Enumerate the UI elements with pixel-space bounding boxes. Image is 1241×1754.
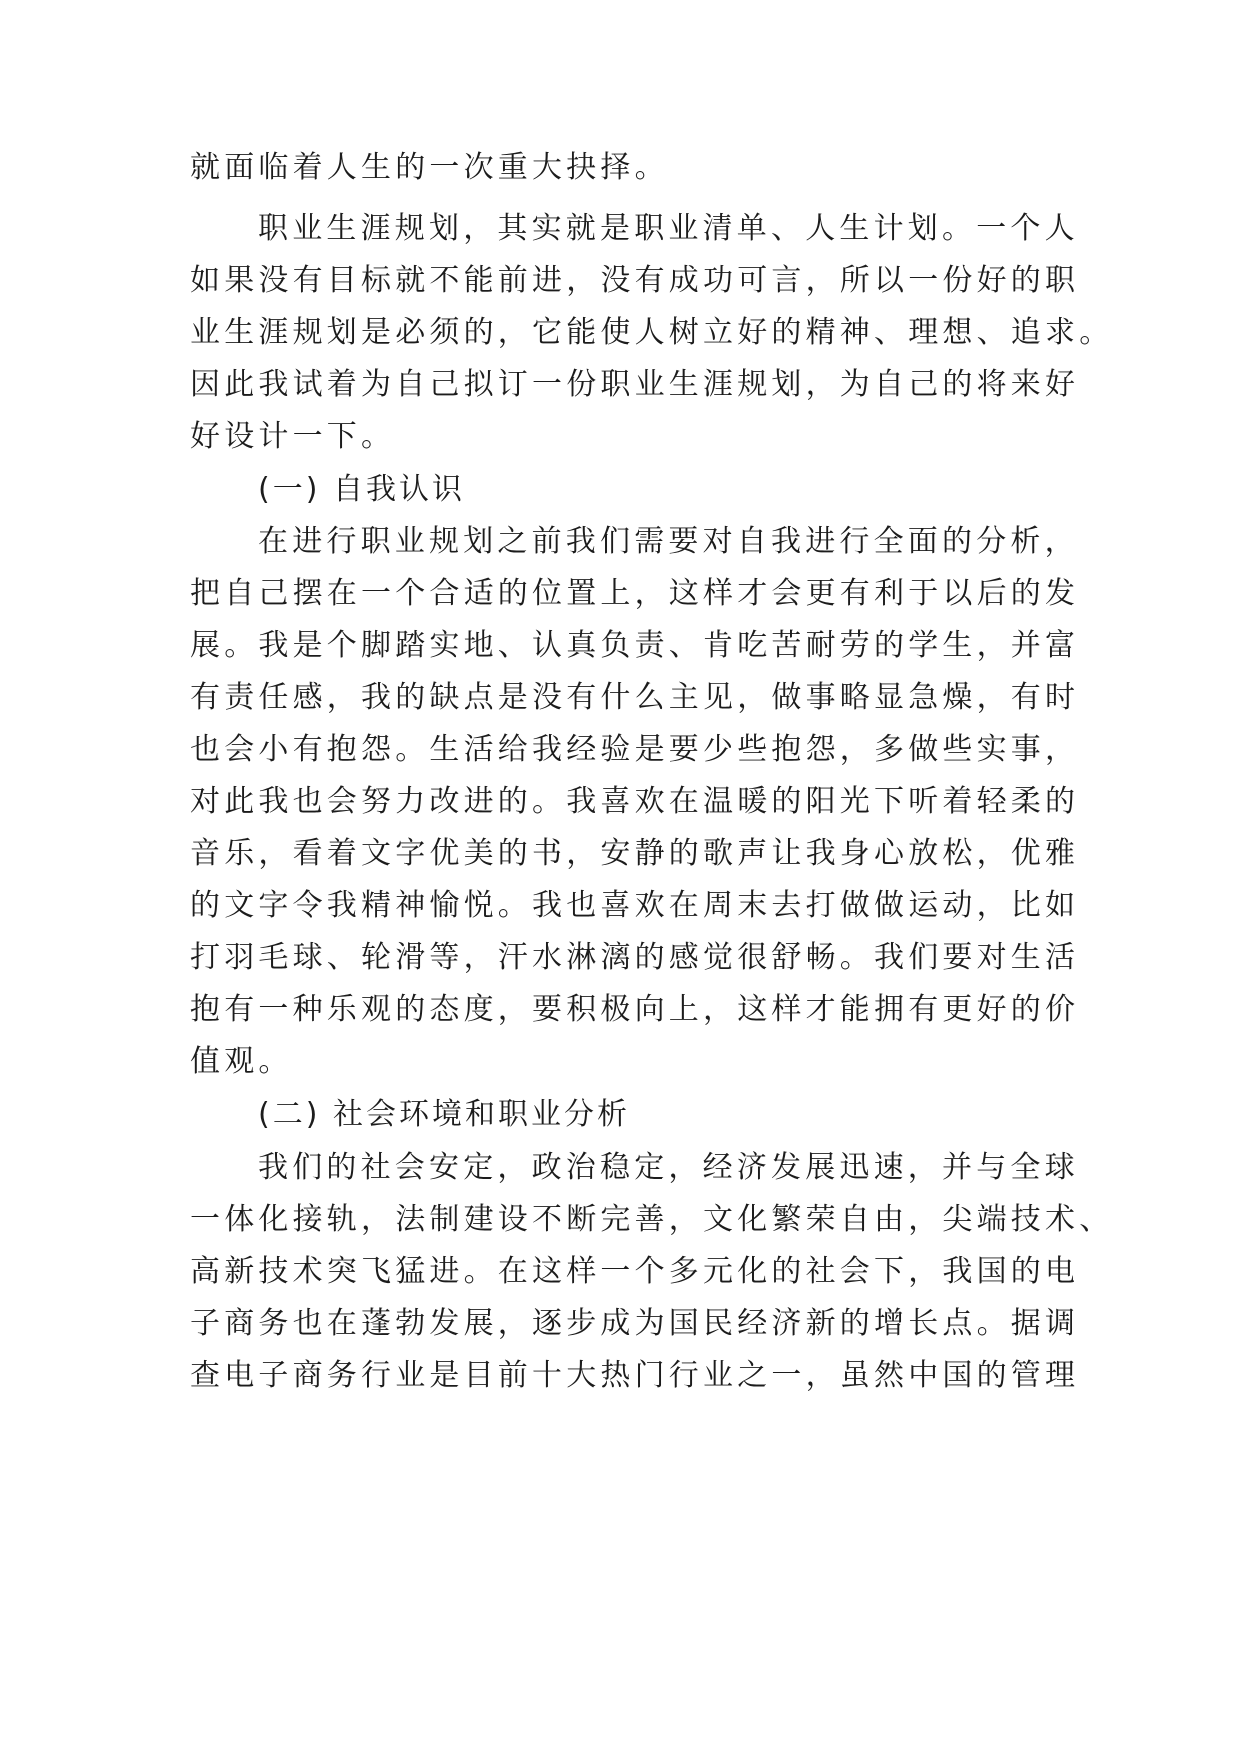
paragraph-line: 因此我试着为自己拟订一份职业生涯规划，为自己的将来好 <box>190 367 1080 402</box>
paragraph-line: 子商务也在蓬勃发展，逐步成为国民经济新的增长点。据调 <box>190 1306 1080 1341</box>
paragraph-line: 对此我也会努力改进的。我喜欢在温暖的阳光下听着轻柔的 <box>190 784 1080 819</box>
paragraph-line: 一体化接轨，法制建设不断完善，文化繁荣自由，尖端技术、 <box>190 1202 1114 1237</box>
paragraph-line: 就面临着人生的一次重大抉择。 <box>190 150 669 185</box>
section-heading: (二) 社会环境和职业分析 <box>258 1097 630 1132</box>
paragraph-line: 打羽毛球、轮滑等，汗水淋漓的感觉很舒畅。我们要对生活 <box>190 940 1080 975</box>
paragraph-line: 展。我是个脚踏实地、认真负责、肯吃苦耐劳的学生，并富 <box>190 628 1080 663</box>
paragraph-line: 好设计一下。 <box>190 419 396 454</box>
paragraph-line: 有责任感，我的缺点是没有什么主见，做事略显急燥，有时 <box>190 680 1080 715</box>
paragraph-line: 职业生涯规划，其实就是职业清单、人生计划。一个人 <box>258 211 1079 246</box>
paragraph-line: 也会小有抱怨。生活给我经验是要少些抱怨，多做些实事， <box>190 732 1080 767</box>
paragraph-line: 高新技术突飞猛进。在这样一个多元化的社会下，我国的电 <box>190 1254 1080 1289</box>
paragraph-line: 把自己摆在一个合适的位置上，这样才会更有利于以后的发 <box>190 576 1080 611</box>
paragraph-line: 业生涯规划是必须的，它能使人树立好的精神、理想、追求。 <box>190 315 1114 350</box>
paragraph-line: 音乐，看着文字优美的书，安静的歌声让我身心放松，优雅 <box>190 836 1080 871</box>
paragraph-line: 我们的社会安定，政治稳定，经济发展迅速，并与全球 <box>258 1150 1079 1185</box>
paragraph-line: 在进行职业规划之前我们需要对自我进行全面的分析， <box>258 524 1079 559</box>
paragraph-line: 值观。 <box>190 1044 293 1079</box>
paragraph-line: 查电子商务行业是目前十大热门行业之一，虽然中国的管理 <box>190 1358 1080 1393</box>
section-heading: (一) 自我认识 <box>258 472 465 507</box>
paragraph-line: 如果没有目标就不能前进，没有成功可言，所以一份好的职 <box>190 263 1080 298</box>
paragraph-line: 的文字令我精神愉悦。我也喜欢在周末去打做做运动，比如 <box>190 888 1080 923</box>
paragraph-line: 抱有一种乐观的态度，要积极向上，这样才能拥有更好的价 <box>190 992 1080 1027</box>
